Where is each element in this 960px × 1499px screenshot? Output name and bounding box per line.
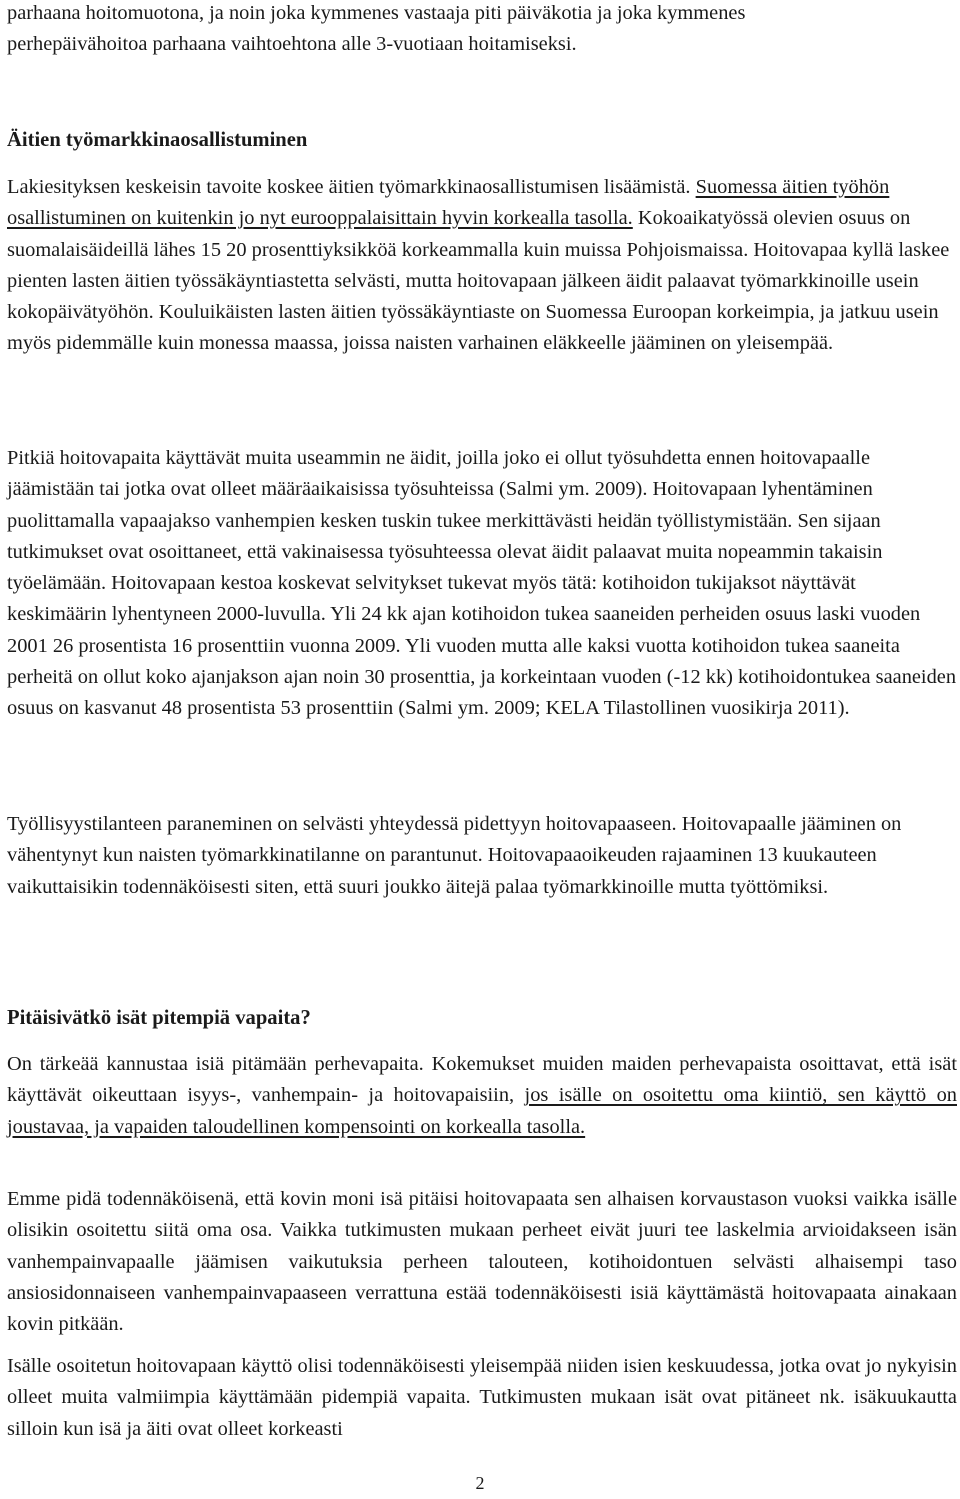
paragraph (7, 1049, 957, 1143)
page-number: 2 (475, 1473, 485, 1493)
paragraph-text: Kokoaikatyössä olevien osuus on suomalaisäideillä lähes 15 20 prosenttiyksikköä korkeammalla kuin muissa Pohjoismaissa. Hoitovapaa kyllä laskee pienten lasten äitien työssäkäyntiastetta selvästi, mutta hoitovapaan jälkeen äidit palaavat työmarkkinoille usein kokopäivätyöhön. Kouluikäisten lasten äitien työssäkäyntiaste on Suomessa Euroopan korkeimpia, ja jatkuu usein myös pidemmälle kuin monessa maassa, joissa naisten varhainen eläkkeelle jääminen on yleisempää. (7, 207, 950, 355)
underlined-text: Suomessa äitien työhön osallistuminen on kuitenkin jo nyt eurooppalaisittain hyvin korkealla tasolla. (7, 176, 890, 230)
paragraph-lead: Lakiesityksen keskeisin tavoite koskee äitien työmarkkinaosallistumisen lisäämistä. (7, 176, 691, 198)
paragraph: Emme pidä todennäköisenä, että kovin moni isä pitäisi hoitovapaata sen alhaisen korvaustason vuoksi vaikka isälle olisikin osoitettu siitä oma osa. Vaikka tutkimusten mukaan perheet eivät juuri tee laskelmia arvioidakseen isän vanhempainvapaalle jäämisen vaikutuksia perheen talouteen, kotihoidontuen selvästi alhaisempi taso ansiosidonnaiseen vanhempainvapaaseen verrattuna estää todennäköisesti isiä käyttämästä hoitovapaata ainakaan kovin pitkään. (7, 1188, 957, 1336)
paragraph: Työllisyystilanteen paraneminen on selvästi yhteydessä pidettyyn hoitovapaaseen. Hoitovapaalle jääminen on vähentynyt kun naisten työmarkkinatilanne on parantunut. Hoitovapaaoikeuden rajaaminen 13 kuukauteen vaikuttaisikin todennäköisesti siten, että suuri joukko äitejä palaa työmarkkinoille mutta työttömiksi. (7, 813, 902, 898)
underlined-text: jos isälle on osoitettu oma kiintiö, sen käyttö on joustavaa, ja vapaiden taloudellinen kompensointi on korkealla tasolla. (7, 1084, 957, 1138)
intro-line: perhepäivähoitoa parhaana vaihtoehtona alle 3-vuotiaan hoitamiseksi. (7, 33, 577, 56)
paragraph: Isälle osoitetun hoitovapaan käyttö olisi todennäköisesti yleisempää niiden isien keskuudessa, jotka ovat jo nykyisin olleet muita valmiimpia käyttämään pidempiä vapaita. Tutkimusten mukaan isät ovat pitäneet nk. isäkuukautta silloin kun isä ja äiti ovat olleet korkeasti (7, 1355, 957, 1440)
intro-line: parhaana hoitomuotona, ja noin joka kymmenes vastaaja piti päiväkotia ja joka kymmenes (7, 2, 746, 24)
intro-paragraph (7, 0, 957, 61)
section-heading-fathers-leave: Pitäisivätkö isät pitempiä vapaita? (7, 1007, 311, 1029)
paragraph: Pitkiä hoitovapaita käyttävät muita useammin ne äidit, joilla joko ei ollut työsuhdetta ennen hoitovapaalle jäämistään tai jotka ovat olleet määräaikaisissa työsuhteissa (Salmi ym. 2009). Hoitovapaan lyhentäminen puolittamalla vapaajakso vanhempien kesken tuskin tukee merkittävästi heidän työllistymistään. Sen sijaan tutkimukset ovat osoittaneet, että vakinaisessa työsuhteessa olevat äidit palaavat muita nopeammin takaisin työelämään. Hoitovapaan kestoa koskevat selvitykset tukevat myös tätä: kotihoidon tukijaksot näyttävät keskimäärin lyhentyneen 2000-luvulla. Yli 24 kk ajan kotihoidon tukea saaneiden perheiden osuus laski vuoden 2001 26 prosentista 16 prosenttiin vuonna 2009. Yli vuoden mutta alle kaksi vuotta kotihoidon tukea saaneita perheitä on ollut koko ajanjakson ajan noin 30 prosenttia, ja korkeintaan vuoden (-12 kk) kotihoidontukea saaneiden osuus on kasvanut 48 prosentista 53 prosenttiin (Salmi ym. 2009; KELA Tilastollinen vuosikirja 2011). (7, 447, 957, 720)
paragraph-lead: On tärkeää kannustaa isiä pitämään perhevapaita. Kokemukset muiden maiden perhevapaista osoittavat, että isät käyttävät oikeuttaan isyys-, vanhempain- ja hoitovapaisiin, (7, 1053, 957, 1107)
paragraph (7, 172, 957, 360)
section-heading-mothers-labour: Äitien työmarkkinaosallistuminen (7, 129, 308, 151)
